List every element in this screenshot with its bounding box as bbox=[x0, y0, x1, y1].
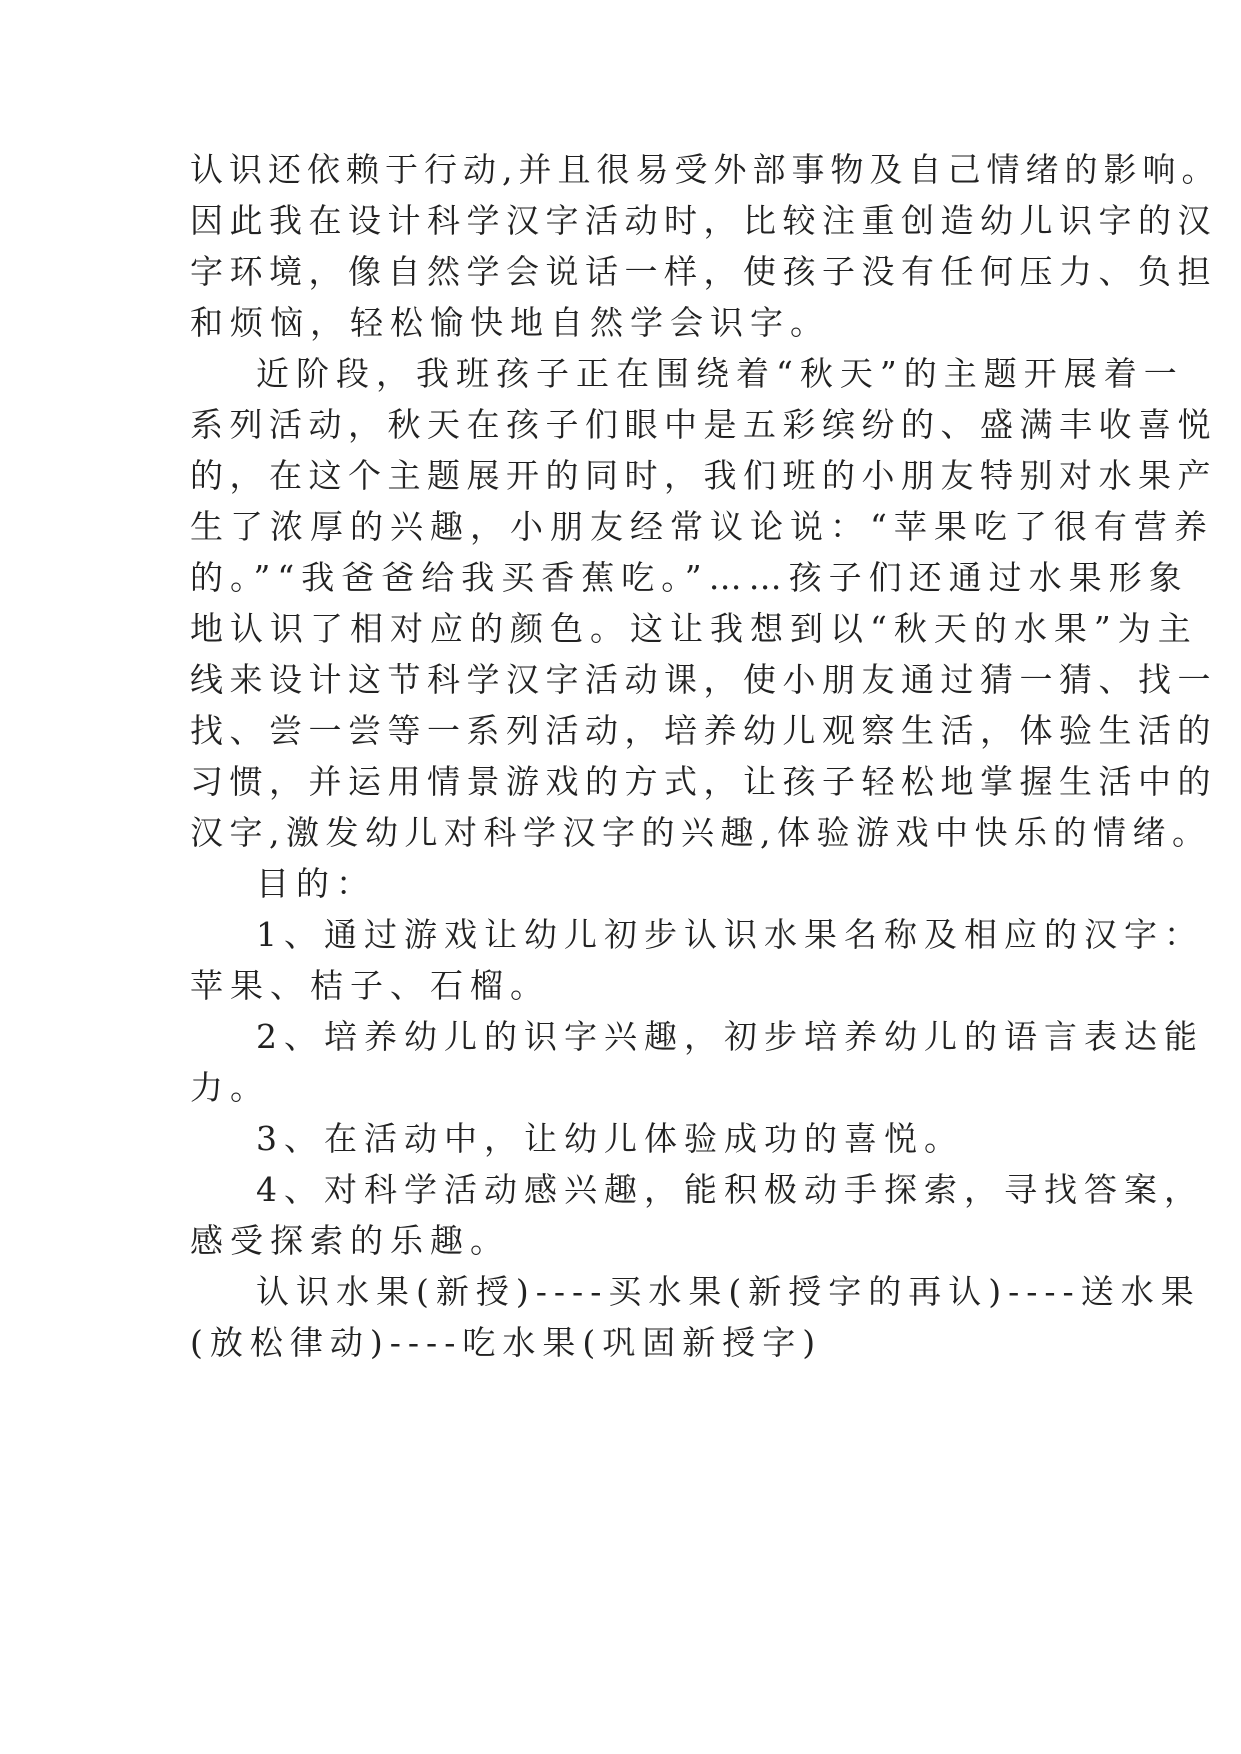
text-line: 和烦恼，轻松愉快地自然学会识字。 bbox=[190, 303, 830, 342]
text-line: 生了浓厚的兴趣，小朋友经常议论说：“苹果吃了很有营养 bbox=[190, 507, 1214, 546]
text-line: 字环境，像自然学会说话一样，使孩子没有任何压力、负担 bbox=[190, 252, 1217, 291]
text-line: 汉字,激发幼儿对科学汉字的兴趣,体验游戏中快乐的情绪。 bbox=[190, 813, 1212, 852]
text-line: 因此我在设计科学汉字活动时，比较注重创造幼儿识字的汉 bbox=[190, 201, 1217, 240]
text-line: 习惯，并运用情景游戏的方式，让孩子轻松地掌握生活中的 bbox=[190, 762, 1217, 801]
text-line: 目的： bbox=[256, 864, 376, 903]
text-line: 近阶段，我班孩子正在围绕着“秋天”的主题开展着一 bbox=[256, 354, 1184, 393]
text-line: 1、通过游戏让幼儿初步认识水果名称及相应的汉字： bbox=[256, 915, 1204, 954]
text-line: 线来设计这节科学汉字活动课，使小朋友通过猜一猜、找一 bbox=[190, 660, 1217, 699]
text-line: 认识水果(新授)----买水果(新授字的再认)----送水果 bbox=[256, 1272, 1201, 1311]
text-line: 系列活动，秋天在孩子们眼中是五彩缤纷的、盛满丰收喜悦 bbox=[190, 405, 1217, 444]
text-line: 的，在这个主题展开的同时，我们班的小朋友特别对水果产 bbox=[190, 456, 1217, 495]
text-line: 找、尝一尝等一系列活动，培养幼儿观察生活，体验生活的 bbox=[190, 711, 1217, 750]
text-line: 认识还依赖于行动,并且很易受外部事物及自己情绪的影响。 bbox=[190, 150, 1221, 189]
text-line: 感受探索的乐趣。 bbox=[190, 1221, 510, 1260]
text-line: 3、在活动中，让幼儿体验成功的喜悦。 bbox=[256, 1119, 964, 1158]
text-line: (放松律动)----吃水果(巩固新授字) bbox=[190, 1323, 823, 1362]
text-line: 2、培养幼儿的识字兴趣，初步培养幼儿的语言表达能 bbox=[256, 1017, 1204, 1056]
text-line: 4、对科学活动感兴趣，能积极动手探索，寻找答案， bbox=[256, 1170, 1204, 1209]
text-line: 的。”“我爸爸给我买香蕉吃。”……孩子们还通过水果形象 bbox=[190, 558, 1189, 597]
text-line: 力。 bbox=[190, 1068, 270, 1107]
text-line: 地认识了相对应的颜色。这让我想到以“秋天的水果”为主 bbox=[190, 609, 1198, 648]
text-line: 苹果、桔子、石榴。 bbox=[190, 966, 550, 1005]
